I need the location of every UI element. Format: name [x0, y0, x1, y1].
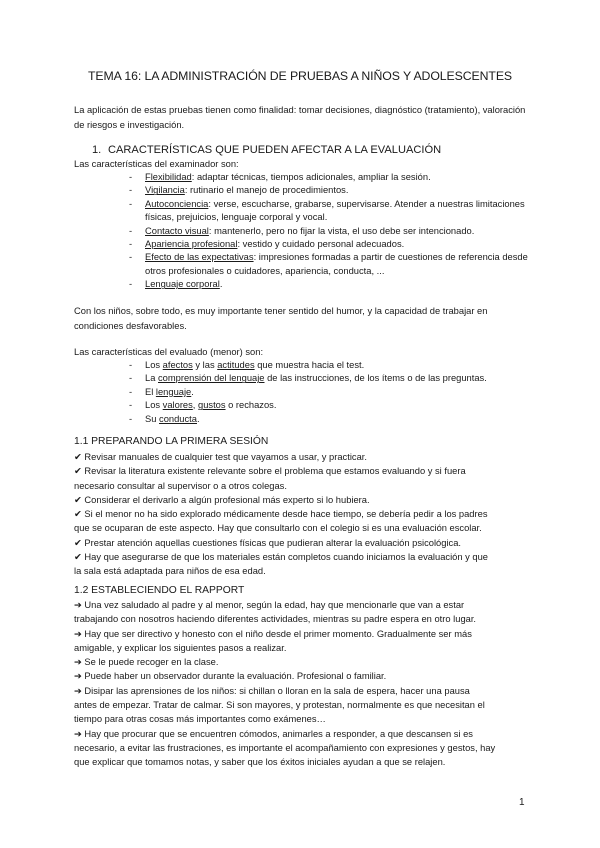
- list-item-term: Flexibilidad: [145, 172, 192, 182]
- document-title: TEMA 16: LA ADMINISTRACIÓN DE PRUEBAS A NIÑOS Y ADOLESCENTES: [87, 69, 513, 83]
- list-item: - Efecto de las expectativas: impresiones formadas a partir de cuestiones de referencia desde otros profesionales o cuidadores, apariencia, conducta, ...: [129, 251, 534, 278]
- list-item: - Autoconciencia: verse, escucharse, grabarse, supervisarse. Atender a nuestras limitaciones físicas, prejuicios, lenguaje corporal y vocal.: [129, 198, 534, 225]
- text-line: ➔ Una vez saludado al padre y al menor, según la edad, hay que mencionarle que van a estar: [74, 600, 465, 610]
- text-line: ✔ Considerar el derivarlo a algún profesional más experto si lo hubiera.: [74, 494, 370, 505]
- examiner-intro: Las características del examinador son:: [74, 159, 239, 169]
- text-line: ➔ Hay que ser directivo y honesto con el niño desde el primer momento. Gradualmente ser más: [74, 628, 472, 639]
- text-line: antes de empezar. Tratar de calmar. Si son mayores, y protestan, normalmente es que necesitan el: [74, 700, 485, 711]
- text-line: tiempo para otras cosas más importantes como exámenes…: [74, 714, 326, 725]
- list-item: - Lenguaje corporal.: [129, 278, 534, 291]
- text-line: ✔ Revisar manuales de cualquier test que vayamos a usar, y practicar.: [74, 452, 367, 462]
- text-line: ➔ Disipar las aprensiones de los niños: si chillan o lloran en la sala de espera, hacer una pausa: [74, 685, 470, 696]
- section-1-1-heading: 1.1 PREPARANDO LA PRIMERA SESIÓN: [74, 436, 269, 447]
- list-item-term: Lenguaje corporal: [145, 279, 220, 290]
- list-item: - Vigilancia: rutinario el manejo de procedimientos.: [129, 184, 534, 197]
- evaluee-list: [129, 359, 534, 426]
- section-1-heading: [92, 144, 441, 156]
- examiner-list: [129, 171, 534, 292]
- text-line: la sala está adaptada para niños de esa edad.: [74, 566, 266, 577]
- list-item: - La comprensión del lenguaje de las instrucciones, de los ítems o de las preguntas.: [129, 372, 534, 385]
- section-1-2-heading: 1.2 ESTABLECIENDO EL RAPPORT: [74, 585, 245, 596]
- list-item-term: Apariencia profesional: [145, 239, 238, 250]
- page-number: 1: [519, 797, 525, 808]
- evaluee-intro: Las características del evaluado (menor) son:: [74, 347, 264, 357]
- text-line: ✔ Hay que asegurarse de que los materiales están completos cuando iniciamos la evaluación y que: [74, 552, 488, 563]
- list-item-term: comprensión del lenguaje: [158, 373, 265, 384]
- text-line: ✔ Revisar la literatura existente relevante sobre el problema que estamos evaluando y si fuera: [74, 466, 466, 477]
- list-item-term: Autoconciencia: [145, 198, 209, 209]
- section-1-2-body: [74, 598, 534, 770]
- section-1-number: 1.: [92, 144, 102, 156]
- text-line: necesario consultar al supervisor o a otros colegas.: [74, 480, 287, 491]
- text-line: ➔ Se le puede recoger en la clase.: [74, 657, 219, 668]
- text-line: ➔ Hay que procurar que se encuentren cómodos, animarles a responder, a que descansen si es: [74, 728, 473, 739]
- list-item-term: Contacto visual: [145, 225, 209, 236]
- list-item: - Los valores, gustos o rechazos.: [129, 399, 534, 412]
- text-line: trabajando con nosotros haciendo diferentes actividades, mientras su padre espera en otro lugar.: [74, 614, 477, 625]
- list-item-term: lenguaje: [155, 386, 192, 397]
- text-line: ✔ Si el menor no ha sido explorado médicamente desde hace tiempo, se debería pedir a los padres: [74, 509, 488, 520]
- list-item-term: Efecto de las expectativas: [145, 252, 254, 263]
- list-item-term: Vigilancia: [145, 185, 185, 196]
- text-line: necesario, a evitar las frustraciones, es importante el acompañamiento con expresiones y gestos, hay: [74, 742, 496, 753]
- text-line: ✔ Prestar atención aquellas cuestiones físicas que pudieran alterar la evaluación psicológica.: [74, 537, 461, 548]
- section-1-1-body: [74, 450, 534, 579]
- list-item-term: valores: [162, 400, 193, 411]
- section-1-title: CARACTERÍSTICAS QUE PUEDEN AFECTAR A LA EVALUACIÓN: [108, 144, 442, 156]
- text-line: ➔ Puede haber un observador durante la evaluación. Profesional o familiar.: [74, 671, 387, 682]
- list-item: - El lenguaje.: [129, 386, 534, 399]
- humor-paragraph: Con los niños, sobre todo, es muy importante tener sentido del humor, y la capacidad de trabajar en condiciones desfavorables.: [74, 306, 488, 331]
- text-line: amigable, y explicar los siguientes pasos a realizar.: [74, 642, 287, 653]
- intro-paragraph: La aplicación de estas pruebas tienen como finalidad: tomar decisiones, diagnóstico (tratamiento), valoración de riesgos e investigación.: [74, 105, 526, 130]
- text-line: que se ocuparan de este aspecto. Hay que consultarlo con el colegio si es una evaluación escolar.: [74, 523, 482, 534]
- list-item: - Contacto visual: mantenerlo, pero no fijar la vista, el uso debe ser intencionado.: [129, 225, 534, 238]
- list-item: - Apariencia profesional: vestido y cuidado personal adecuados.: [129, 238, 534, 251]
- list-item-term: conducta: [159, 413, 197, 424]
- list-item: - Flexibilidad: adaptar técnicas, tiempos adicionales, ampliar la sesión.: [129, 171, 534, 184]
- list-item: - Los afectos y las actitudes que muestra hacia el test.: [129, 359, 534, 372]
- list-item-term: gustos: [198, 400, 226, 411]
- list-item-term: actitudes: [217, 360, 255, 370]
- text-line: que explicar que tomamos notas, y saber que los éxitos iniciales ayudan a que se relajen.: [74, 757, 446, 768]
- list-item-term: afectos: [162, 360, 193, 370]
- list-item: - Su conducta.: [129, 413, 534, 426]
